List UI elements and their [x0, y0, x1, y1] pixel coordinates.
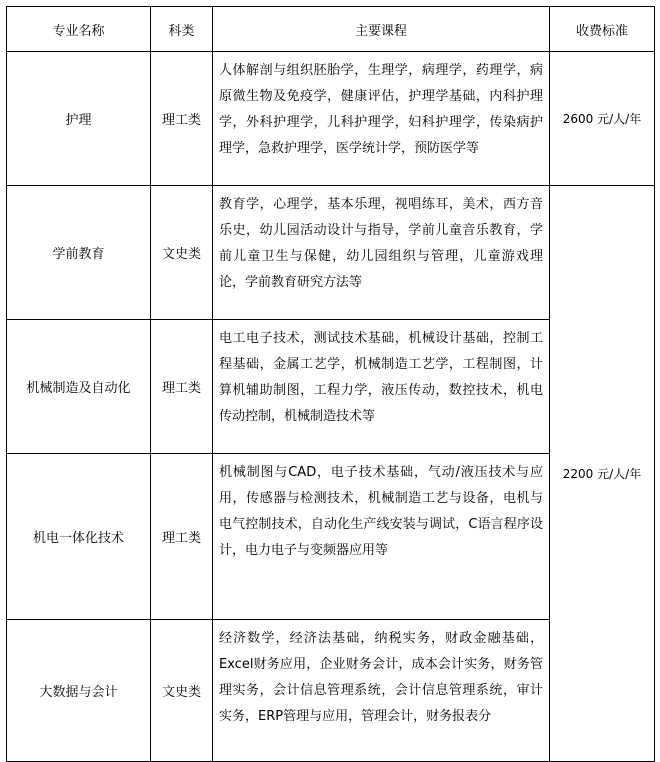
fee-cell: 2600 元/人/年 — [550, 52, 655, 186]
category-cell: 理工类 — [151, 320, 213, 454]
major-cell: 机电一体化技术 — [7, 454, 151, 620]
category-cell: 理工类 — [151, 52, 213, 186]
majors-table — [6, 6, 655, 762]
category-cell: 文史类 — [151, 186, 213, 320]
header-row — [7, 7, 655, 52]
header-category: 科类 — [151, 7, 213, 52]
courses-cell: 人体解剖与组织胚胎学，生理学，病理学，药理学，病原微生物及免疫学，健康评估，护理学基础，内科护理学，外科护理学，儿科护理学，妇科护理学，传染病护理学，急救护理学，医学统计学，预防医学等 — [213, 52, 550, 186]
major-cell: 学前教育 — [7, 186, 151, 320]
header-major: 专业名称 — [7, 7, 151, 52]
courses-cell: 电工电子技术，测试技术基础，机械设计基础，控制工程基础，金属工艺学，机械制造工艺学，工程制图，计算机辅助制图，工程力学，液压传动，数控技术，机电传动控制，机械制造技术等 — [213, 320, 550, 454]
courses-cell: 机械制图与CAD，电子技术基础，气动/液压技术与应用，传感器与检测技术，机械制造工艺与设备，电机与电气控制技术，自动化生产线安装与调试，C语言程序设计，电力电子与变频器应用等 — [213, 454, 550, 620]
header-courses: 主要课程 — [213, 7, 550, 52]
table-row — [7, 186, 655, 320]
fee-cell: 2200 元/人/年 — [550, 186, 655, 762]
major-cell: 机械制造及自动化 — [7, 320, 151, 454]
category-cell: 文史类 — [151, 620, 213, 762]
major-cell: 大数据与会计 — [7, 620, 151, 762]
table-row — [7, 52, 655, 186]
header-fee: 收费标准 — [550, 7, 655, 52]
major-cell: 护理 — [7, 52, 151, 186]
category-cell: 理工类 — [151, 454, 213, 620]
courses-cell: 经济数学，经济法基础，纳税实务，财政金融基础，Excel财务应用，企业财务会计，成本会计实务，财务管理实务，会计信息管理系统，会计信息管理系统，审计实务，ERP管理与应用，管理会计，财务报表分 — [213, 620, 550, 762]
courses-cell: 教育学，心理学，基本乐理，视唱练耳，美术，西方音乐史，幼儿园活动设计与指导，学前儿童音乐教育，学前儿童卫生与保健，幼儿园组织与管理，儿童游戏理论，学前教育研究方法等 — [213, 186, 550, 320]
